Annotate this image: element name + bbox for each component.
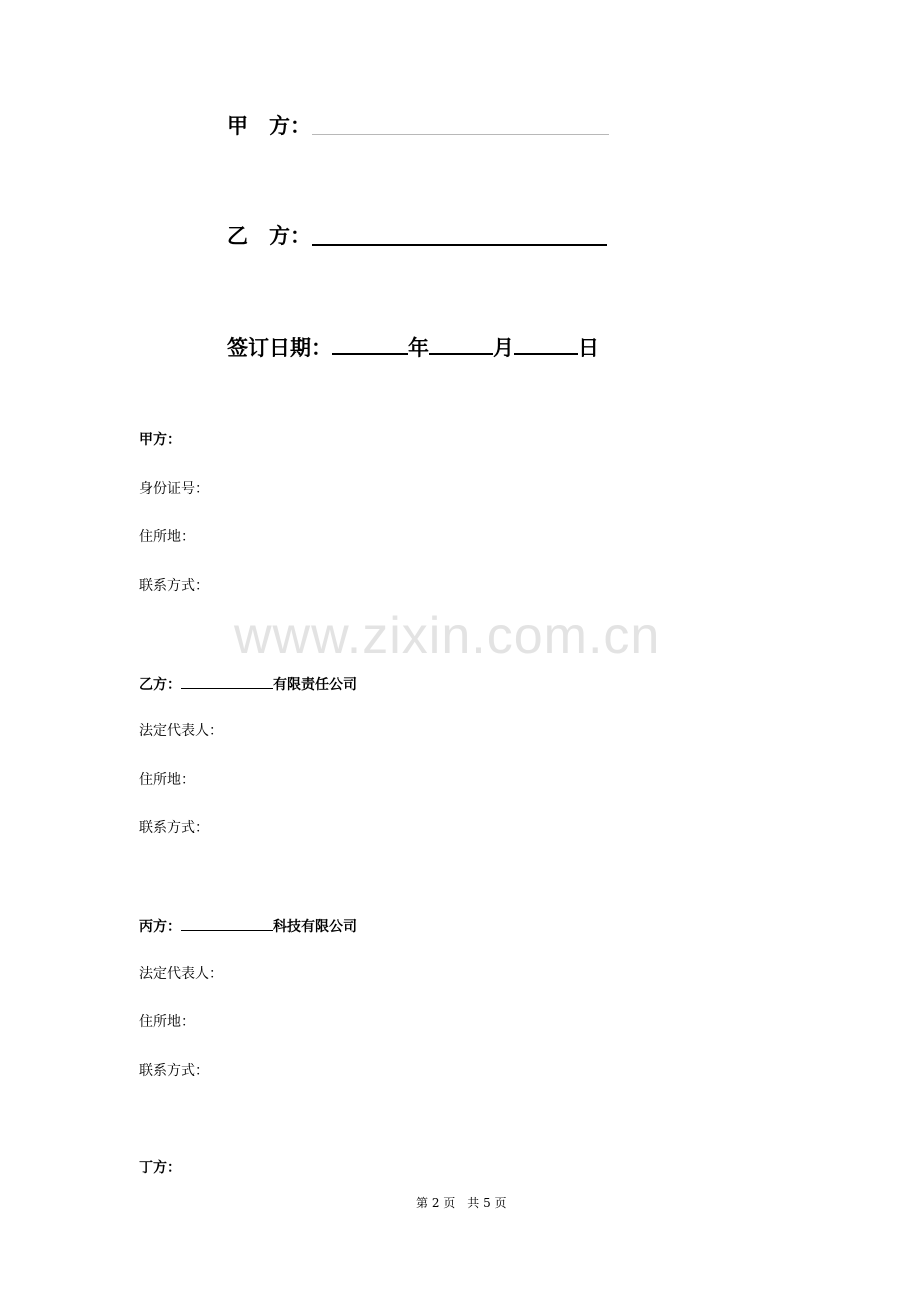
party-c-company-blank bbox=[181, 916, 273, 931]
party-c-title-prefix: 丙方： bbox=[139, 919, 181, 935]
month-label: 月 bbox=[493, 336, 514, 360]
party-b-legal-rep: 法定代表人： bbox=[139, 723, 223, 739]
cover-party-b-label: 乙 方： bbox=[227, 224, 311, 248]
party-c-legal-rep: 法定代表人： bbox=[139, 966, 223, 982]
party-d-title: 丁方： bbox=[139, 1160, 181, 1176]
watermark-text: www.zixin.com.cn bbox=[234, 607, 661, 665]
year-blank bbox=[332, 331, 408, 355]
sign-date-row bbox=[227, 331, 599, 361]
page-number: 第 2 页 共 5 页 bbox=[416, 1196, 507, 1210]
day-blank bbox=[514, 331, 578, 355]
party-b-company-blank bbox=[181, 674, 273, 689]
party-b-title-suffix: 有限责任公司 bbox=[273, 677, 357, 693]
party-a-signature-line bbox=[312, 134, 609, 135]
party-a-contact: 联系方式： bbox=[139, 578, 209, 594]
party-c-title-suffix: 科技有限公司 bbox=[273, 919, 357, 935]
party-a-address: 住所地： bbox=[139, 529, 195, 545]
year-label: 年 bbox=[408, 336, 429, 360]
party-a-id-number: 身份证号： bbox=[139, 481, 209, 497]
party-b-title-prefix: 乙方： bbox=[139, 677, 181, 693]
day-label: 日 bbox=[578, 336, 599, 360]
party-b-contact: 联系方式： bbox=[139, 820, 209, 836]
party-c-address: 住所地： bbox=[139, 1014, 195, 1030]
sign-date-label: 签订日期： bbox=[227, 336, 332, 360]
month-blank bbox=[429, 331, 493, 355]
party-c-title bbox=[139, 916, 357, 936]
party-b-signature-line bbox=[312, 244, 607, 246]
party-b-title bbox=[139, 674, 357, 694]
party-b-address: 住所地： bbox=[139, 772, 195, 788]
cover-party-a-label: 甲 方： bbox=[227, 114, 311, 138]
party-a-title: 甲方： bbox=[139, 432, 181, 448]
party-c-contact: 联系方式： bbox=[139, 1063, 209, 1079]
